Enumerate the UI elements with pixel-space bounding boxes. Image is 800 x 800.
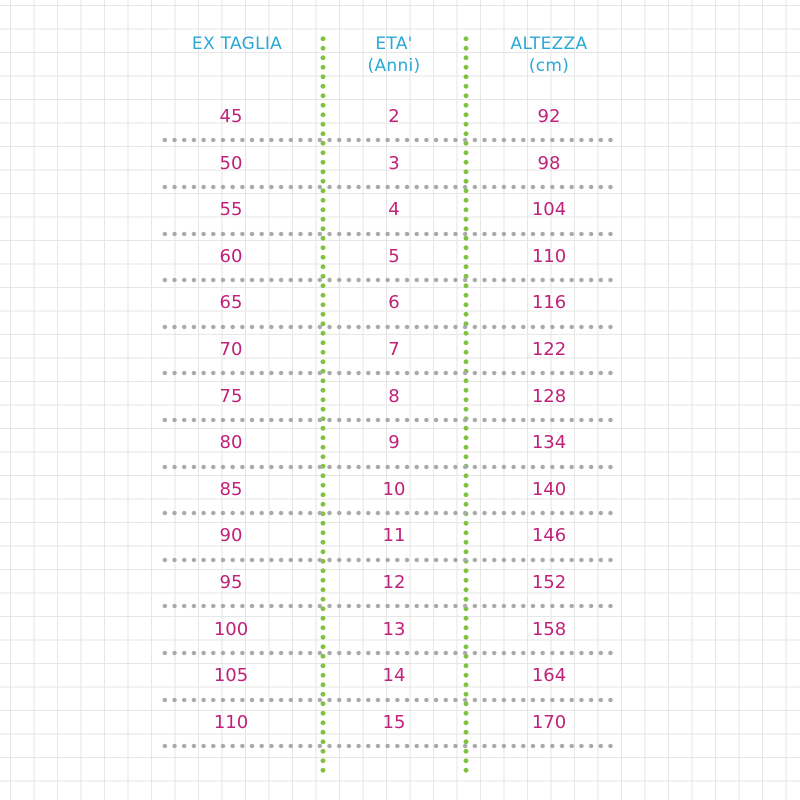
cell-ex-taglia: 55 bbox=[219, 199, 243, 221]
cell-altezza: 170 bbox=[531, 711, 567, 733]
cell-eta: 2 bbox=[388, 106, 400, 127]
cell-altezza: 116 bbox=[531, 292, 567, 314]
cell-altezza: 146 bbox=[531, 525, 567, 547]
row-divider bbox=[160, 650, 616, 656]
row-divider bbox=[160, 231, 616, 237]
cell-eta: 4 bbox=[388, 199, 400, 221]
cell-ex-taglia: 105 bbox=[213, 665, 249, 687]
cell-altezza: 140 bbox=[531, 478, 567, 500]
header-eta bbox=[309, 33, 479, 77]
cell-eta: 7 bbox=[388, 339, 400, 360]
cell-altezza: 122 bbox=[531, 339, 567, 360]
column-divider-2 bbox=[463, 34, 469, 776]
cell-eta: 12 bbox=[382, 572, 406, 593]
header-altezza-unit: (cm) bbox=[528, 56, 570, 76]
cell-eta: 11 bbox=[382, 525, 406, 547]
row-divider bbox=[160, 137, 616, 143]
row-divider bbox=[160, 510, 616, 516]
cell-ex-taglia: 90 bbox=[219, 525, 243, 547]
cell-eta: 13 bbox=[382, 618, 406, 640]
row-divider bbox=[160, 557, 616, 563]
row-divider bbox=[160, 370, 616, 376]
cell-ex-taglia: 60 bbox=[219, 245, 243, 267]
cell-eta: 3 bbox=[388, 152, 400, 174]
cell-ex-taglia: 85 bbox=[219, 478, 243, 500]
header-eta-unit: (Anni) bbox=[367, 56, 421, 76]
header-ex-taglia bbox=[152, 33, 322, 55]
cell-altezza: 110 bbox=[531, 245, 567, 267]
cell-ex-taglia: 50 bbox=[219, 152, 243, 174]
cell-altezza: 104 bbox=[531, 199, 567, 221]
cell-altezza: 98 bbox=[537, 152, 561, 174]
cell-ex-taglia: 100 bbox=[213, 618, 249, 640]
cell-altezza: 92 bbox=[537, 106, 561, 127]
header-altezza bbox=[464, 33, 634, 77]
cell-eta: 15 bbox=[382, 711, 406, 733]
header-eta-label: ETA' bbox=[375, 34, 413, 54]
cell-ex-taglia: 95 bbox=[219, 572, 243, 593]
cell-ex-taglia: 45 bbox=[219, 106, 243, 127]
row-divider bbox=[160, 277, 616, 283]
row-divider bbox=[160, 324, 616, 330]
header-ex-taglia-label: EX TAGLIA bbox=[191, 34, 283, 54]
row-divider bbox=[160, 417, 616, 423]
cell-ex-taglia: 80 bbox=[219, 432, 243, 454]
cell-altezza: 152 bbox=[531, 572, 567, 593]
cell-ex-taglia: 110 bbox=[213, 711, 249, 733]
cell-eta: 14 bbox=[382, 665, 406, 687]
cell-eta: 5 bbox=[388, 245, 400, 267]
column-divider-1 bbox=[320, 34, 326, 776]
cell-eta: 10 bbox=[382, 478, 406, 500]
row-divider bbox=[160, 603, 616, 609]
cell-eta: 6 bbox=[388, 292, 400, 314]
cell-altezza: 128 bbox=[531, 385, 567, 407]
row-divider bbox=[160, 743, 616, 749]
cell-ex-taglia: 65 bbox=[219, 292, 243, 314]
cell-eta: 8 bbox=[388, 385, 400, 407]
cell-altezza: 158 bbox=[531, 618, 567, 640]
row-divider bbox=[160, 464, 616, 470]
header-altezza-label: ALTEZZA bbox=[510, 34, 588, 54]
cell-altezza: 164 bbox=[531, 665, 567, 687]
cell-altezza: 134 bbox=[531, 432, 567, 454]
cell-eta: 9 bbox=[388, 432, 400, 454]
row-divider bbox=[160, 184, 616, 190]
row-divider bbox=[160, 697, 616, 703]
cell-ex-taglia: 75 bbox=[219, 385, 243, 407]
cell-ex-taglia: 70 bbox=[219, 339, 243, 360]
